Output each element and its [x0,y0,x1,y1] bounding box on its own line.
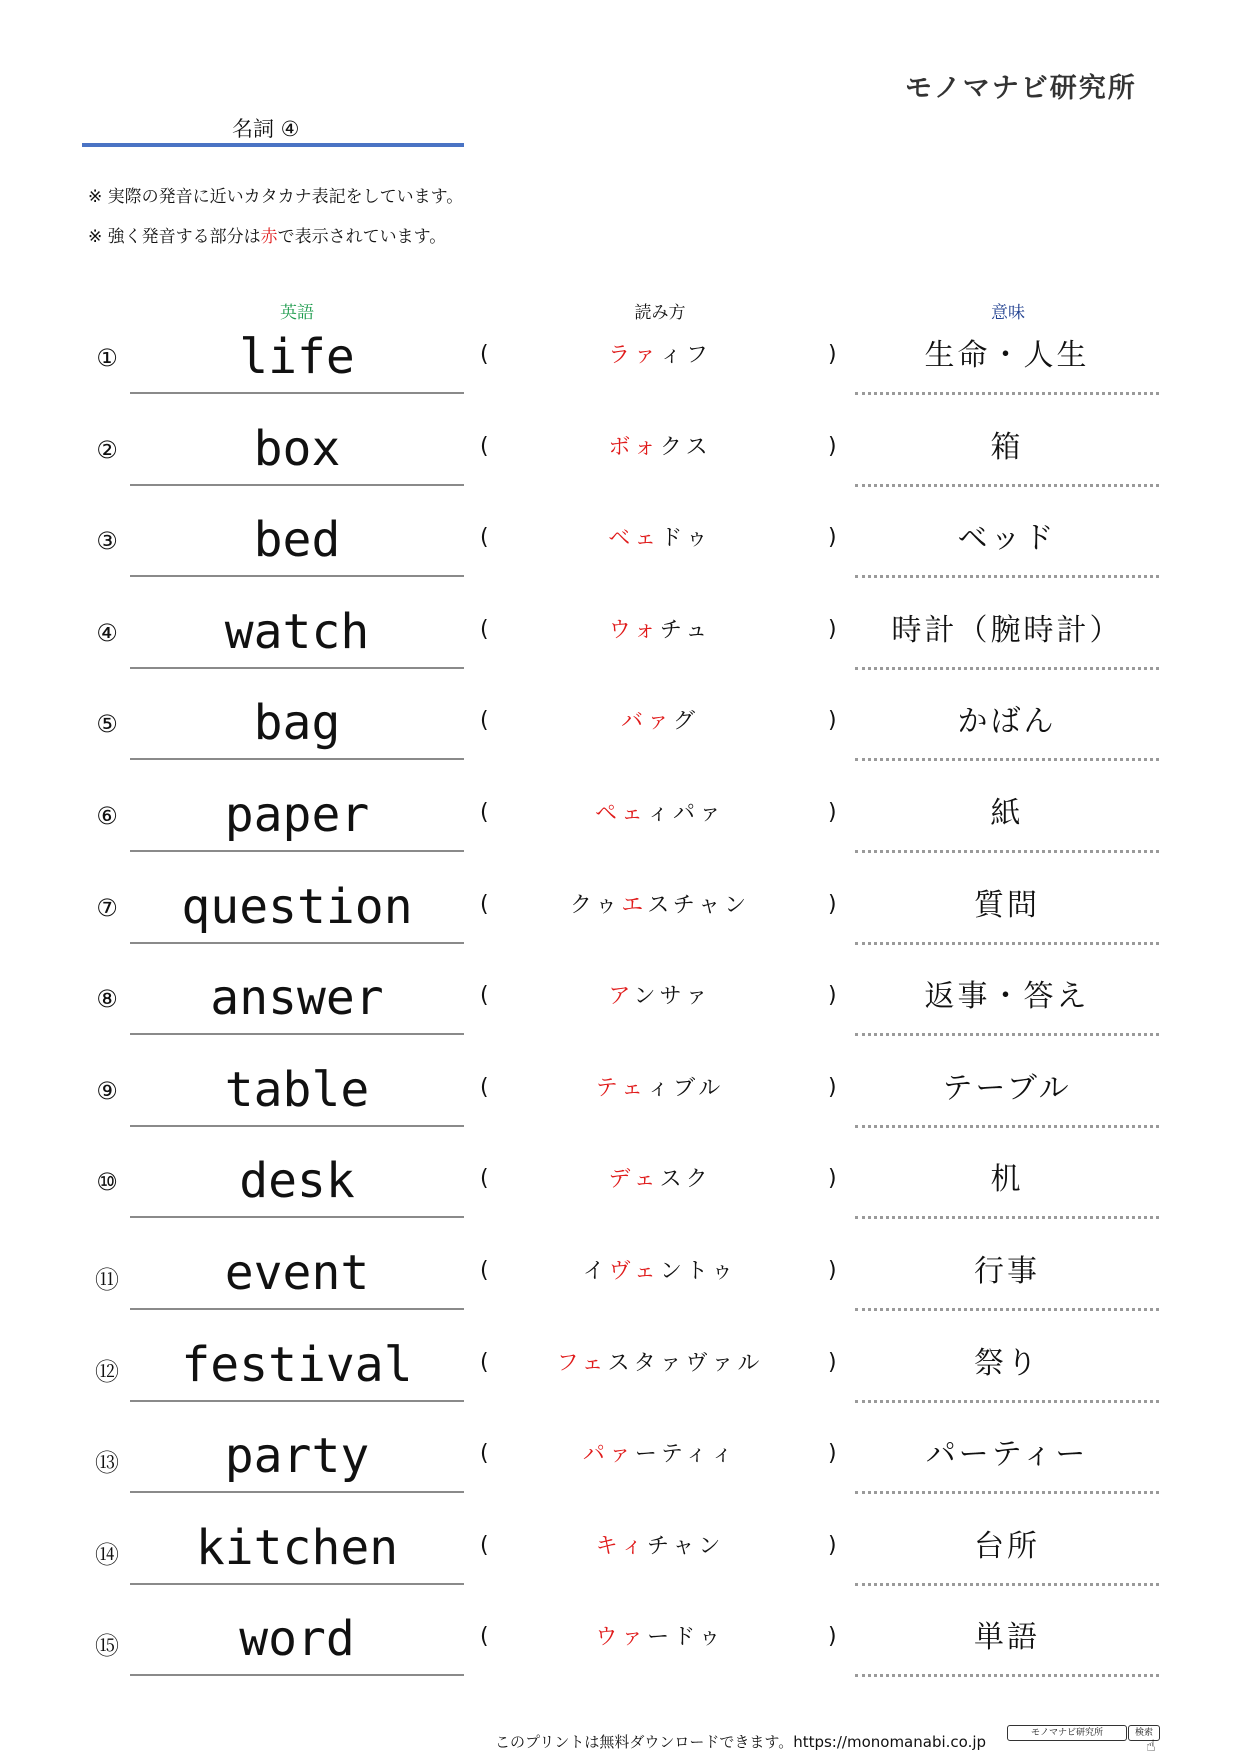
japanese-meaning: 単語 [974,1620,1040,1655]
vocab-row [0,1238,1241,1330]
katakana-reading [500,1437,820,1468]
paren-close: ) [828,708,837,733]
vocab-row [0,1146,1241,1238]
vocab-row [0,1055,1241,1147]
paren-open: ( [480,1166,489,1191]
reading-stressed: フェ [556,1351,608,1376]
katakana-reading [500,338,820,369]
paren-close: ) [828,1533,837,1558]
reading-rest: チャン [647,1534,725,1559]
katakana-reading [500,796,820,827]
meaning-underline [855,1216,1159,1219]
vocab-row [0,963,1241,1055]
paren-close: ) [828,1166,837,1191]
reading-stressed: ウァ [595,1625,648,1650]
vocab-row [0,1513,1241,1605]
paren-open: ( [480,1624,489,1649]
footer-text: このプリントは無料ダウンロードできます。https://monomanabi.co.jp [495,1733,987,1751]
meaning-underline [855,1491,1159,1494]
paren-close: ) [828,800,837,825]
hand-cursor-icon: ☝ [1146,1736,1156,1755]
note-katakana: ※ 実際の発音に近いカタカナ表記をしています。 [88,187,464,207]
english-word: bed [253,512,341,568]
paren-close: ) [828,1350,837,1375]
english-word: kitchen [195,1520,399,1576]
vocab-row [0,688,1241,780]
paren-open: ( [480,1441,489,1466]
vocab-row [0,780,1241,872]
reading-stressed: ボォ [608,435,660,460]
english-word: party [224,1428,370,1484]
reading-rest: ンサァ [633,984,712,1009]
word-underline [130,1216,464,1218]
note-stress [88,222,446,247]
paren-open: ( [480,800,489,825]
reading-stressed: ラァ [608,343,660,368]
word-underline [130,1491,464,1493]
reading-stressed: ペェ [594,801,647,826]
row-number: ② [96,436,118,464]
row-number: ⑪ [95,1266,119,1294]
japanese-meaning: 紙 [990,796,1024,831]
note-stress-red: 赤 [260,227,278,247]
katakana-reading [500,1620,820,1651]
row-number: ④ [96,619,118,647]
vocab-row [0,1604,1241,1696]
search-button: 検索 [1128,1725,1160,1741]
japanese-meaning: 机 [990,1162,1024,1197]
english-word: box [253,421,341,477]
japanese-meaning: テーブル [942,1071,1072,1106]
meaning-underline [855,850,1159,853]
reading-stressed: ベェ [608,526,661,551]
paren-close: ) [828,525,837,550]
english-word: life [239,329,355,385]
page-title: 名詞 ④ [232,117,300,141]
paren-open: ( [480,1533,489,1558]
katakana-reading [500,1346,820,1377]
reading-rest: ーティィ [634,1442,738,1467]
vocab-row [0,322,1241,414]
reading-stressed: パァ [582,1442,635,1467]
meaning-underline [855,1583,1159,1586]
header-meaning: 意味 [991,303,1025,323]
english-word: bag [253,695,341,751]
katakana-reading [500,521,820,552]
paren-open: ( [480,892,489,917]
reading-rest: チュ [659,618,712,643]
reading-rest: ントゥ [659,1259,738,1284]
vocab-row [0,505,1241,597]
reading-stressed: デェ [608,1167,660,1192]
meaning-underline [855,1308,1159,1311]
paren-open: ( [480,708,489,733]
katakana-reading [500,430,820,461]
row-number: ⑫ [95,1358,119,1386]
japanese-meaning: 行事 [974,1254,1040,1289]
meaning-underline [855,667,1159,670]
row-number: ⑦ [96,894,118,922]
paren-open: ( [480,1075,489,1100]
search-box: モノマナビ研究所 [1007,1725,1127,1741]
paren-close: ) [828,617,837,642]
word-underline [130,667,464,669]
katakana-reading [500,1254,820,1285]
english-word: festival [181,1337,413,1393]
japanese-meaning: 台所 [974,1529,1040,1564]
meaning-underline [855,758,1159,761]
row-number: ⑨ [96,1077,118,1105]
meaning-underline [855,1033,1159,1036]
katakana-reading [500,1071,820,1102]
row-number: ⑭ [95,1541,119,1569]
katakana-reading [500,979,820,1010]
row-number: ⑩ [96,1168,118,1196]
reading-rest: クス [659,435,712,460]
meaning-underline [855,1125,1159,1128]
katakana-reading [500,704,820,735]
english-word: answer [210,970,384,1026]
reading-stressed: ヴェ [608,1259,660,1284]
katakana-reading [500,1162,820,1193]
english-word: table [224,1062,370,1118]
japanese-meaning: 生命・人生 [924,338,1090,373]
paren-open: ( [480,1350,489,1375]
reading-rest: グ [673,709,700,734]
japanese-meaning: 箱 [990,430,1024,465]
english-word: event [224,1245,370,1301]
paren-close: ) [828,342,837,367]
reading-stressed: バァ [620,709,673,734]
reading-pre: クゥ [569,893,622,918]
english-word: question [181,879,413,935]
word-underline [130,392,464,394]
word-underline [130,1674,464,1676]
paren-close: ) [828,892,837,917]
reading-rest: スタァヴァル [607,1351,764,1376]
vocab-row [0,1421,1241,1513]
reading-rest: ィフ [659,343,712,368]
english-word: paper [224,787,370,843]
note-stress-post: で表示されています。 [277,227,447,247]
meaning-underline [855,575,1159,578]
meaning-underline [855,1674,1159,1677]
japanese-meaning: ベッド [957,521,1057,556]
katakana-reading [500,888,820,919]
row-number: ⑥ [96,802,118,830]
reading-stressed: ア [608,984,634,1009]
row-number: ③ [96,527,118,555]
reading-pre: イ [582,1259,609,1284]
paren-close: ) [828,434,837,459]
word-underline [130,1583,464,1585]
word-underline [130,575,464,577]
header-english: 英語 [280,303,314,323]
reading-rest: スク [659,1167,712,1192]
katakana-reading [500,1529,820,1560]
paren-close: ) [828,1258,837,1283]
reading-rest: ドゥ [660,526,712,551]
reading-rest: ィブル [647,1076,725,1101]
japanese-meaning: 返事・答え [924,979,1090,1014]
word-underline [130,942,464,944]
reading-stressed: キィ [595,1534,647,1559]
reading-rest: ードゥ [647,1625,725,1650]
paren-open: ( [480,525,489,550]
vocab-row [0,1330,1241,1422]
paren-open: ( [480,342,489,367]
paren-close: ) [828,1624,837,1649]
row-number: ⑮ [95,1632,119,1660]
vocab-row [0,597,1241,689]
word-underline [130,1033,464,1035]
paren-open: ( [480,434,489,459]
title-underline [82,143,464,147]
paren-close: ) [828,983,837,1008]
row-number: ① [96,344,118,372]
japanese-meaning: 質問 [974,888,1040,923]
english-word: word [239,1611,355,1667]
paren-open: ( [480,983,489,1008]
paren-close: ) [828,1075,837,1100]
japanese-meaning: かばん [957,704,1057,739]
paren-close: ) [828,1441,837,1466]
word-underline [130,1400,464,1402]
reading-stressed: テェ [595,1076,648,1101]
row-number: ⑤ [96,710,118,738]
paren-open: ( [480,617,489,642]
vocab-row [0,872,1241,964]
header-reading: 読み方 [634,303,686,323]
meaning-underline [855,392,1159,395]
reading-stressed: エ [621,893,648,918]
japanese-meaning: 時計（腕時計） [891,613,1123,648]
row-number: ⑧ [96,985,118,1013]
vocab-row [0,414,1241,506]
meaning-underline [855,942,1159,945]
reading-rest: スチャン [647,893,751,918]
brand-logo: モノマナビ研究所 [905,73,1137,104]
japanese-meaning: パーティー [925,1437,1089,1472]
reading-stressed: ウォ [608,618,660,643]
reading-rest: ィパァ [647,801,726,826]
paren-open: ( [480,1258,489,1283]
word-underline [130,1308,464,1310]
katakana-reading [500,613,820,644]
row-number: ⑬ [95,1449,119,1477]
meaning-underline [855,484,1159,487]
word-underline [130,758,464,760]
meaning-underline [855,1400,1159,1403]
english-word: watch [224,604,370,660]
word-underline [130,1125,464,1127]
word-underline [130,484,464,486]
word-underline [130,850,464,852]
english-word: desk [239,1153,355,1209]
japanese-meaning: 祭り [974,1346,1040,1381]
note-stress-pre: ※ 強く発音する部分は [88,227,261,247]
